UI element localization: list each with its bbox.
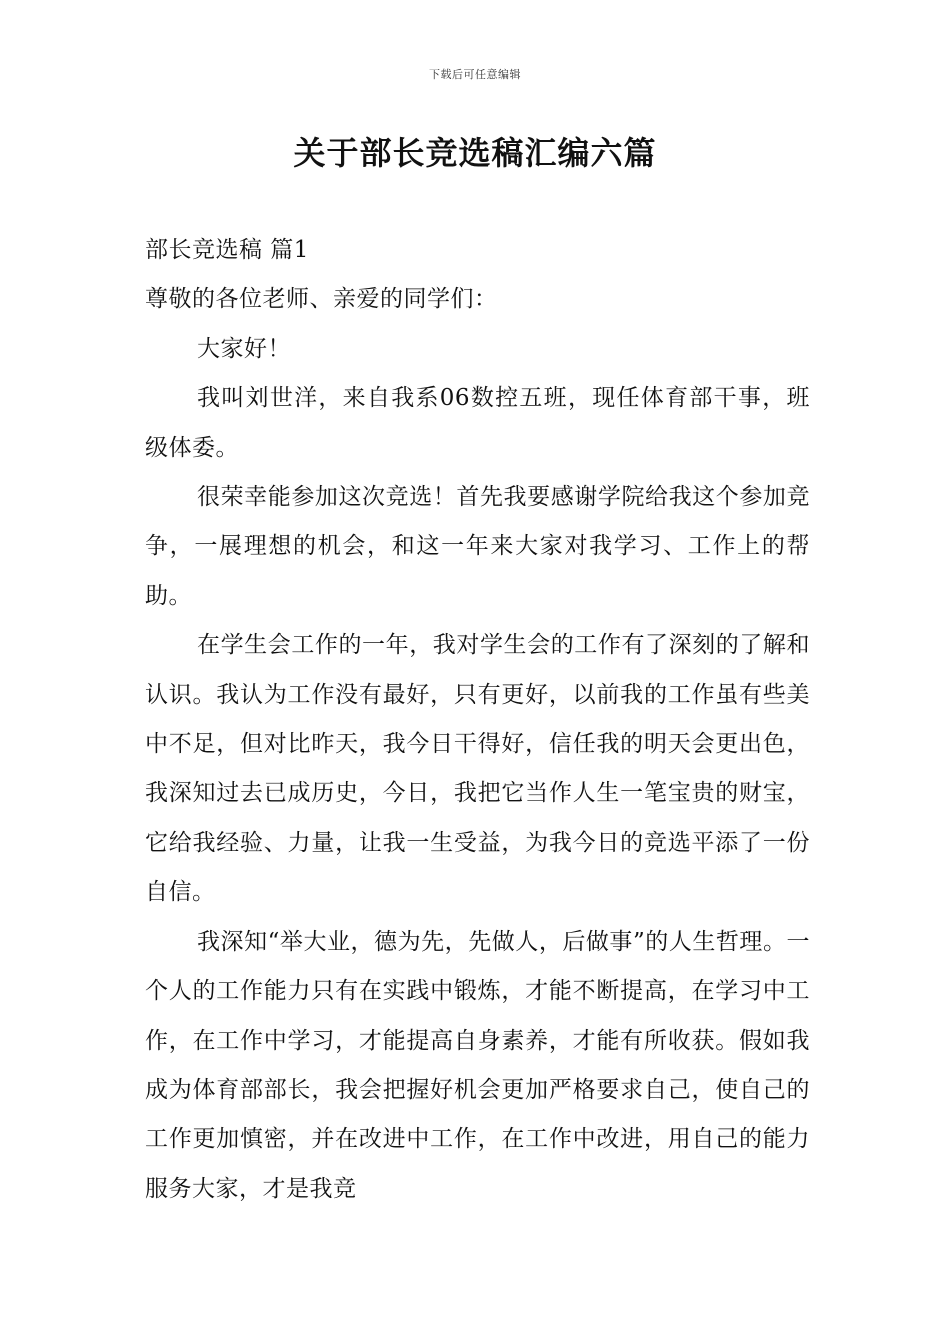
section-heading: 部长竞选稿 篇1: [145, 237, 309, 263]
document-body: [145, 226, 810, 1214]
paragraph-philosophy: 我深知“举大业，德为先，先做人，后做事”的人生哲理。一个人的工作能力只有在实践中锻炼，才能不断提高，在学习中工作，在工作中学习，才能提高自身素养，才能有所收获。假如我成为体育部部长，我会把握好机会更加严格要求自己，使自己的工作更加慎密，并在改进中工作，在工作中改进，用自己的能力服务大家，才是我竞: [145, 928, 810, 1202]
paragraph-greeting: 大家好！: [197, 335, 291, 362]
document-title: 关于部长竞选稿汇编六篇: [293, 134, 657, 172]
salutation: 尊敬的各位老师、亲爱的同学们：: [145, 286, 498, 313]
paragraph-experience: 在学生会工作的一年，我对学生会的工作有了深刻的了解和认识。我认为工作没有最好，只有更好，以前我的工作虽有些美中不足，但对比昨天，我今日干得好，信任我的明天会更出色，我深知过去已成历史，今日，我把它当作人生一笔宝贵的财宝，它给我经验、力量，让我一生受益，为我今日的竞选平添了一份自信。: [145, 632, 810, 906]
paragraph-thanks: 很荣幸能参加这次竞选！首先我要感谢学院给我这个参加竞争，一展理想的机会，和这一年来大家对我学习、工作上的帮助。: [145, 484, 810, 609]
paragraph-introduction: 我叫刘世洋，来自我系06数控五班，现任体育部干事，班级体委。: [145, 385, 810, 461]
header-note: 下载后可任意编辑: [429, 68, 521, 81]
